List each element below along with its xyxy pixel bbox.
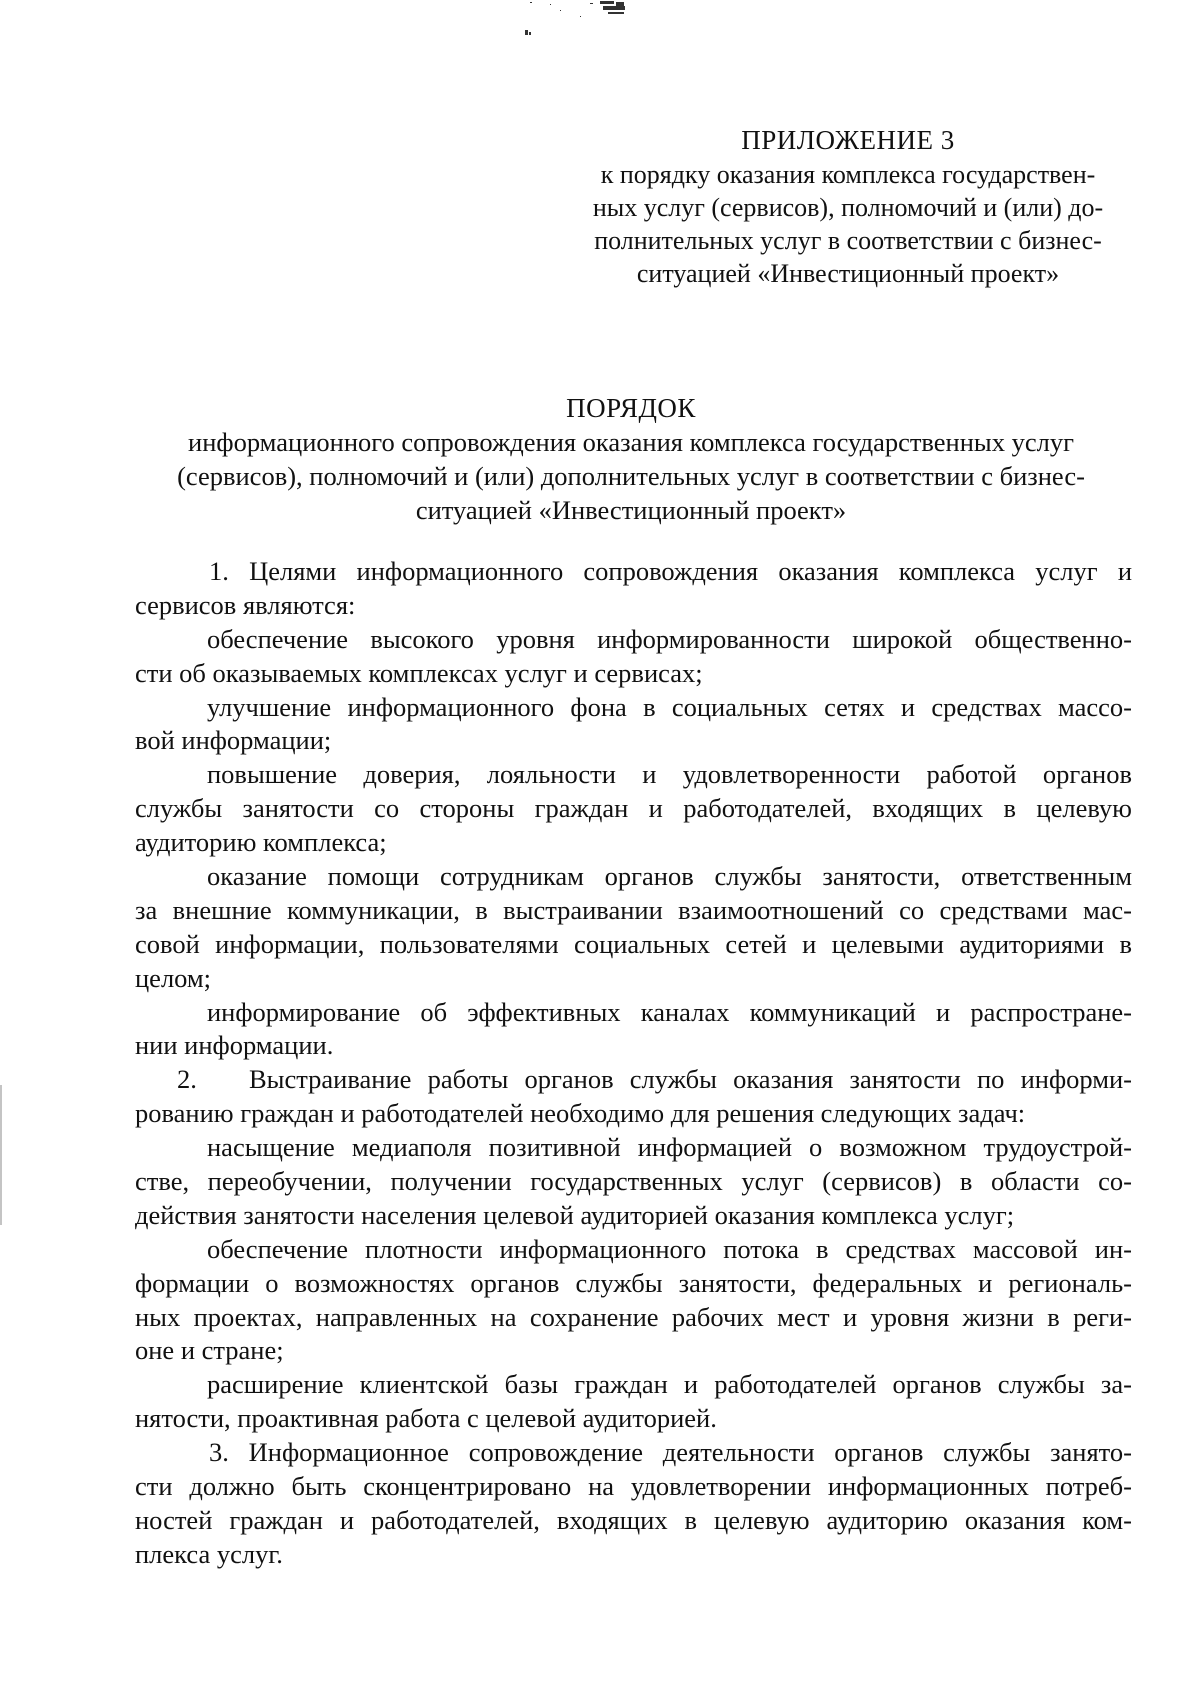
document-body (135, 555, 1132, 1572)
text-line: аудиторию комплекса; (135, 827, 387, 858)
paragraph-1c (135, 758, 1132, 860)
text-line: 1. Целями информационного сопровождения оказания комплекса услуг и (209, 556, 1132, 586)
text-line: 3. Информационное сопровождение деятельности органов службы занято- (209, 1437, 1132, 1468)
text-line: сервисов являются: (135, 589, 356, 620)
paragraph-1a (135, 623, 1132, 691)
text-line: совой информации, пользователями социальных сетей и целевыми аудиториями в (135, 928, 1132, 959)
paragraph-1b (135, 691, 1132, 759)
paragraph-2 (135, 1063, 1132, 1131)
text-line: насыщение медиаполя позитивной информацией о возможном трудоустрой- (207, 1132, 1132, 1163)
appendix-line: ных услуг (сервисов), полномочий и (или) до- (592, 193, 1104, 222)
appendix-line: полнительных услуг в соответствии с бизнес- (594, 226, 1102, 255)
paragraph-2c (135, 1368, 1132, 1436)
paragraph-1e (135, 996, 1132, 1064)
paragraph-1 (135, 555, 1132, 623)
text-line: оне и стране; (135, 1335, 284, 1366)
text-line: вой информации; (135, 725, 332, 756)
paragraph-3 (135, 1436, 1132, 1572)
text-line-content: Выстраивание работы органов службы оказания занятости по информи- (249, 1064, 1132, 1095)
paragraph-1d (135, 860, 1132, 996)
text-line: стве, переобучении, получении государственных услуг (сервисов) в области со- (135, 1166, 1132, 1197)
text-line: формации о возможностях органов службы занятости, федеральных и региональ- (135, 1267, 1132, 1298)
text-line: повышение доверия, лояльности и удовлетворенности работой органов (207, 759, 1132, 790)
text-line: действия занятости населения целевой аудиторией оказания комплекса услуг; (135, 1199, 1015, 1230)
text-line: рованию граждан и работодателей необходимо для решения следующих задач: (135, 1098, 1026, 1129)
paragraph-2b (135, 1233, 1132, 1369)
appendix-title: ПРИЛОЖЕНИЕ 3 (741, 125, 955, 155)
text-line: расширение клиентской базы граждан и работодателей органов службы за- (207, 1369, 1132, 1400)
document-title: ПОРЯДОК (566, 393, 696, 423)
document-heading (130, 391, 1132, 527)
text-line: ных проектах, направленных на сохранение рабочих мест и уровня жизни в реги- (135, 1301, 1132, 1332)
text-line: плекса услуг. (135, 1538, 283, 1569)
text-line: нии информации. (135, 1030, 334, 1061)
text-line: оказание помощи сотрудникам органов службы занятости, ответственным (207, 861, 1132, 892)
text-line: улучшение информационного фона в социальных сетях и средствах массо- (207, 691, 1132, 722)
heading-line: информационного сопровождения оказания комплекса государственных услуг (188, 427, 1074, 457)
text-line: информирование об эффективных каналах коммуникаций и распростране- (207, 996, 1132, 1027)
text-line: целом; (135, 962, 212, 993)
heading-line: ситуацией «Инвестиционный проект» (415, 495, 847, 525)
paragraph-2a (135, 1131, 1132, 1233)
appendix-line: ситуацией «Инвестиционный проект» (636, 259, 1060, 288)
text-line: обеспечение плотности информационного потока в средствах массовой ин- (207, 1233, 1132, 1264)
scan-artifact (520, 0, 720, 50)
text-line (135, 1063, 1132, 1097)
text-line: за внешние коммуникации, в выстраивании взаимоотношений со средствами мас- (135, 894, 1132, 925)
text-line: сти должно быть сконцентрировано на удовлетворении информационных потреб- (135, 1471, 1132, 1502)
text-line: обеспечение высокого уровня информированности широкой общественно- (207, 623, 1132, 654)
text-line: нятости, проактивная работа с целевой аудиторией. (135, 1403, 717, 1434)
text-line: ностей граждан и работодателей, входящих в целевую аудиторию оказания ком- (135, 1504, 1132, 1535)
text-line: службы занятости со стороны граждан и работодателей, входящих в целевую (135, 793, 1132, 824)
paragraph-number: 2. (177, 1064, 197, 1095)
appendix-line: к порядку оказания комплекса государствен- (600, 160, 1096, 189)
appendix-block (568, 124, 1128, 290)
scan-edge (0, 1085, 2, 1225)
heading-line: (сервисов), полномочий и (или) дополнительных услуг в соответствии с бизнес- (177, 461, 1085, 491)
text-line: сти об оказываемых комплексах услуг и сервисах; (135, 657, 703, 688)
